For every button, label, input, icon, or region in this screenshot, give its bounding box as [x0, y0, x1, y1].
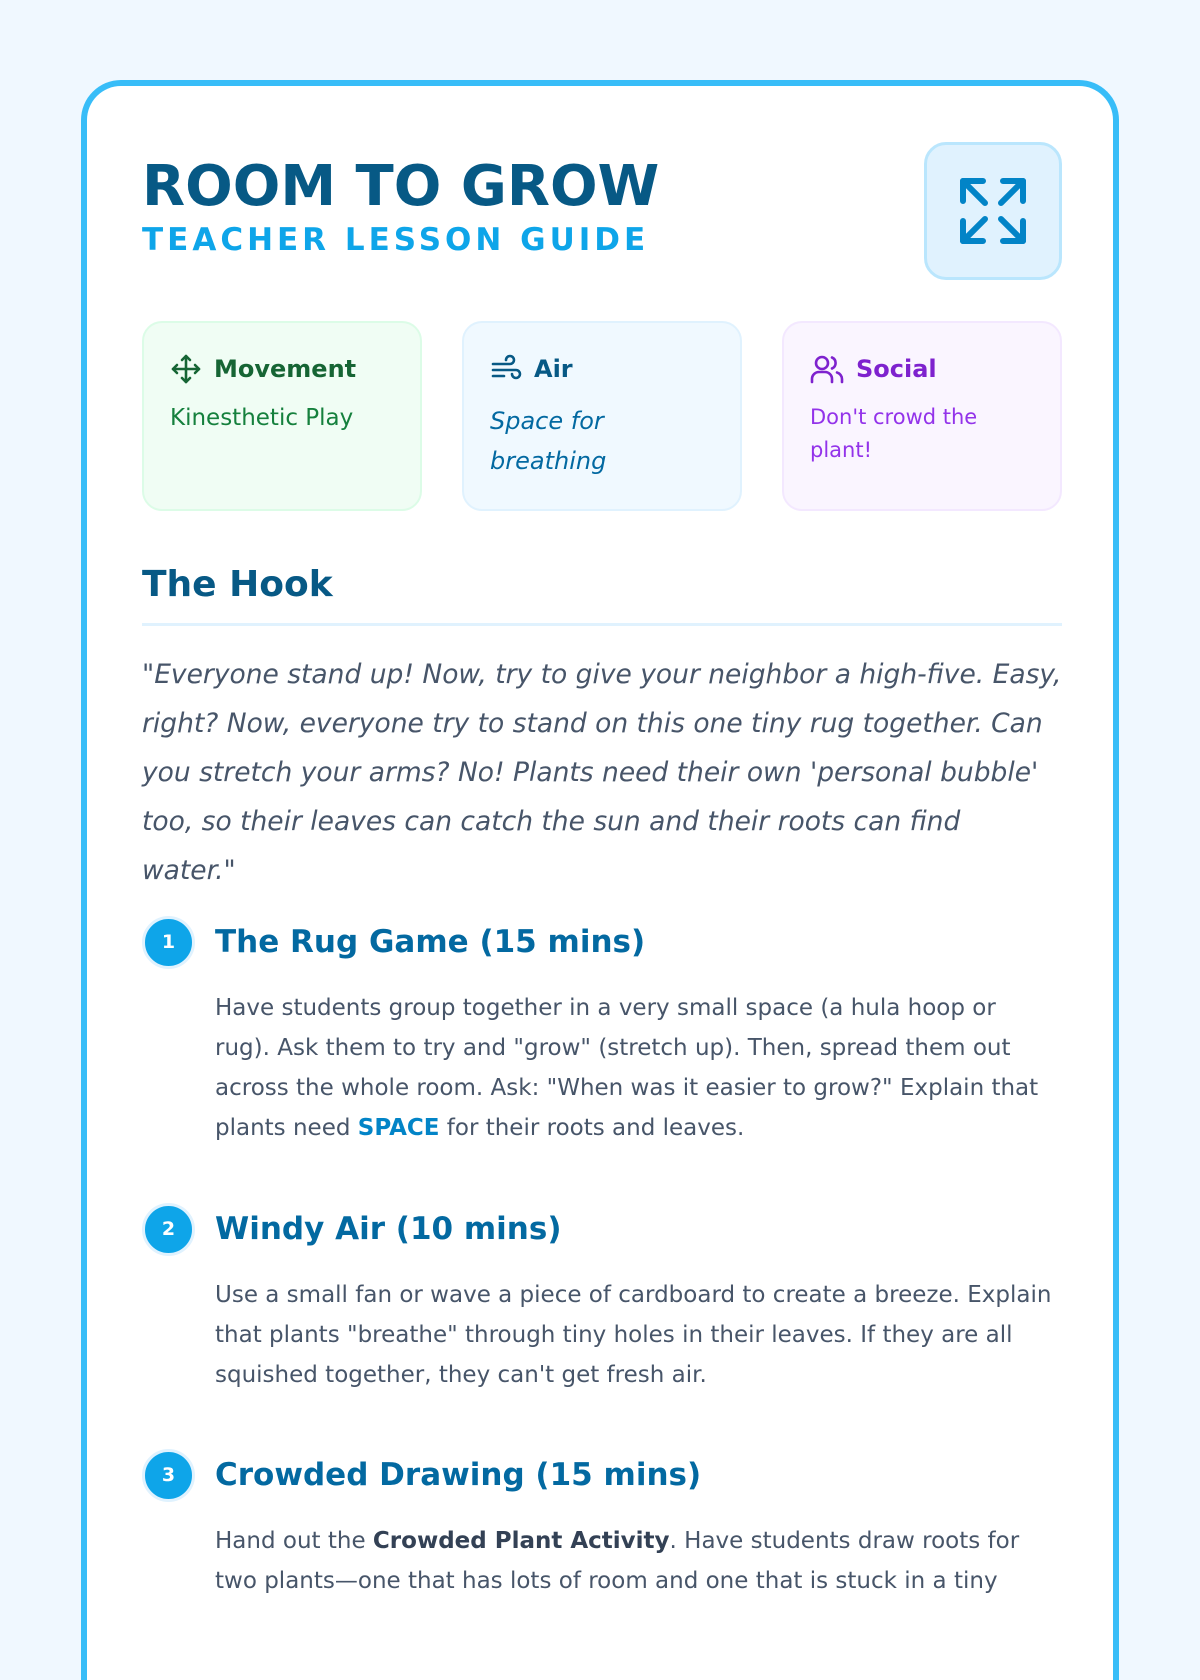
step-body-text: Hand out the	[215, 1528, 373, 1554]
expand-button[interactable]	[924, 142, 1062, 280]
step-3	[142, 1447, 1062, 1601]
step-title: Crowded Drawing (15 mins)	[215, 1457, 702, 1493]
step-body	[215, 988, 1055, 1148]
tile-text: Don't crowd the plant!	[810, 405, 978, 462]
tile-label: Social	[856, 355, 937, 383]
expand-arrows-icon	[957, 175, 1029, 247]
step-body-text: for their roots and leaves.	[439, 1115, 745, 1141]
feature-tiles	[142, 321, 1062, 511]
step-body: Use a small fan or wave a piece of cardboard to create a breeze. Explain that plants "breathe" through tiny holes in their leaves. If they are all squished together, they can't get fresh air.	[215, 1282, 1052, 1388]
tile-social	[782, 321, 1062, 511]
hook-quote: "Everyone stand up! Now, try to give your neighbor a high-five. Easy, right? Now, everyone try to stand on this one tiny rug together. Can you stretch your arms? No! Plants need their own 'personal bubble' too, so their leaves can catch the sun and their roots can find water."	[142, 659, 1062, 886]
step-body-text: . Have students draw roots for two plants—one that has lots of room and one that is stuck in a tiny	[215, 1528, 1020, 1594]
tile-air	[462, 321, 742, 511]
users-icon	[810, 353, 844, 385]
page-subtitle: TEACHER LESSON GUIDE	[142, 222, 650, 258]
tile-movement	[142, 321, 422, 511]
step-number-badge: 1	[142, 916, 195, 969]
step-highlight: SPACE	[357, 1115, 440, 1141]
move-arrows-icon	[170, 353, 202, 385]
step-1	[142, 914, 1062, 1148]
step-number-badge: 3	[142, 1449, 195, 1502]
activity-name: Crowded Plant Activity	[372, 1528, 670, 1554]
lesson-card	[81, 80, 1119, 1680]
step-title: The Rug Game (15 mins)	[215, 924, 646, 960]
section-title-hook: The Hook	[142, 564, 1062, 626]
tile-text: Kinesthetic Play	[170, 405, 354, 431]
step-title: Windy Air (10 mins)	[215, 1211, 562, 1247]
step-body	[215, 1521, 1055, 1601]
step-2	[142, 1201, 1062, 1395]
step-body-text: Have students group together in a very small space (a hula hoop or rug). Ask them to try and "grow" (stretch up). Then, spread them out across the whole room. Ask: "When was it easier to grow?" Explain that plants need	[215, 995, 1039, 1141]
tile-label: Air	[534, 355, 573, 383]
tile-text: Space for breathing	[490, 407, 607, 475]
step-number-badge: 2	[142, 1203, 195, 1256]
wind-icon	[490, 353, 522, 385]
page-title: ROOM TO GROW	[142, 154, 660, 219]
header	[142, 156, 1062, 296]
tile-label: Movement	[214, 355, 357, 383]
